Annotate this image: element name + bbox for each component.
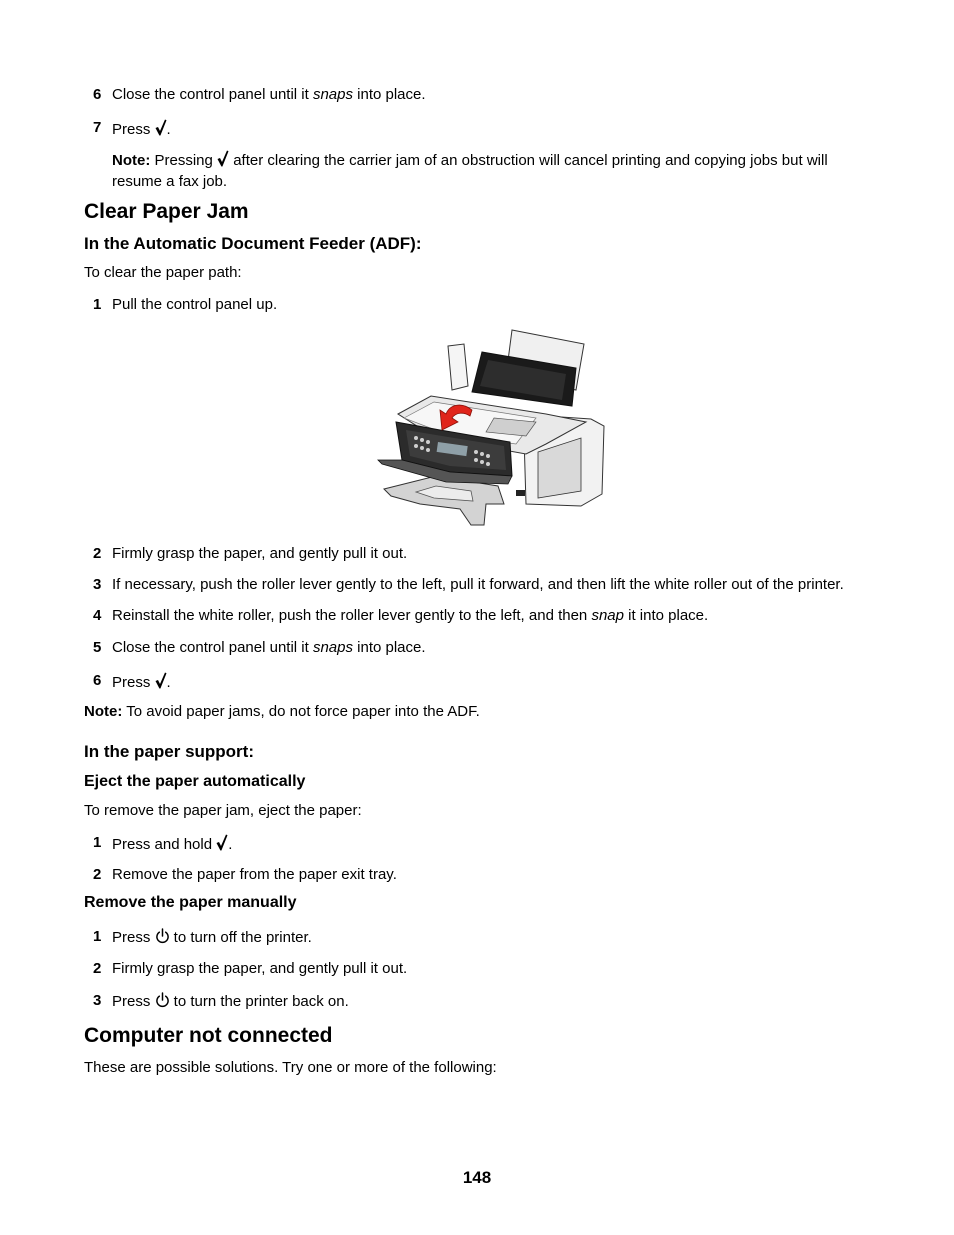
checkmark-icon [217,150,229,172]
step-text: Firmly grasp the paper, and gently pull it out. [112,960,408,977]
step-number: 1 [93,296,102,313]
step-number: 2 [93,545,102,562]
step-text: If necessary, push the roller lever gently to the left, pull it forward, and then lift the white roller out of the printer. [112,576,844,593]
step-text: Firmly grasp the paper, and gently pull it out. [112,545,408,562]
intro-text: To clear the paper path: [84,264,242,281]
intro-text: To remove the paper jam, eject the paper: [84,802,362,819]
step-number: 5 [93,639,102,656]
step-number: 3 [93,992,102,1009]
step-number: 2 [93,866,102,883]
subsection-title: In the Automatic Document Feeder (ADF): [84,234,422,253]
step-number: 3 [93,576,102,593]
printer-illustration [376,326,608,530]
step-number: 1 [93,834,102,851]
step-number: 7 [93,119,102,136]
power-icon [155,928,170,948]
step-number: 2 [93,960,102,977]
step-text: Press and hold . [112,836,233,853]
checkmark-icon [155,672,167,693]
step-text: Press to turn off the printer. [112,929,312,946]
section-title: Computer not connected [84,1024,333,1047]
checkmark-icon [216,834,228,855]
step-text: Pull the control panel up. [112,296,278,313]
intro-text: These are possible solutions. Try one or more of the following: [84,1059,497,1076]
step-text: Press . [112,674,171,691]
step-number: 6 [93,672,102,689]
note: Note: To avoid paper jams, do not force paper into the ADF. [84,703,480,720]
note: Note: Pressing after clearing the carrier jam of an obstruction will cancel printing and copying jobs but will resume a fax job. [112,152,828,190]
subsection-title: In the paper support: [84,742,254,761]
page-number: 148 [462,1168,492,1187]
subsubsection-title: Eject the paper automatically [84,773,306,790]
step-text: Remove the paper from the paper exit tray. [112,866,397,883]
step-number: 6 [93,86,102,103]
power-icon [155,992,170,1012]
subsubsection-title: Remove the paper manually [84,894,297,911]
section-title: Clear Paper Jam [84,200,249,223]
step-number: 4 [93,607,102,624]
step-text: Reinstall the white roller, push the roller lever gently to the left, and then snap it into place. [112,607,709,624]
step-text: Close the control panel until it snaps into place. [112,86,426,103]
step-text: Press . [112,121,171,138]
step-text: Press to turn the printer back on. [112,993,349,1010]
step-number: 1 [93,928,102,945]
checkmark-icon [155,119,167,140]
step-text: Close the control panel until it snaps into place. [112,639,426,656]
